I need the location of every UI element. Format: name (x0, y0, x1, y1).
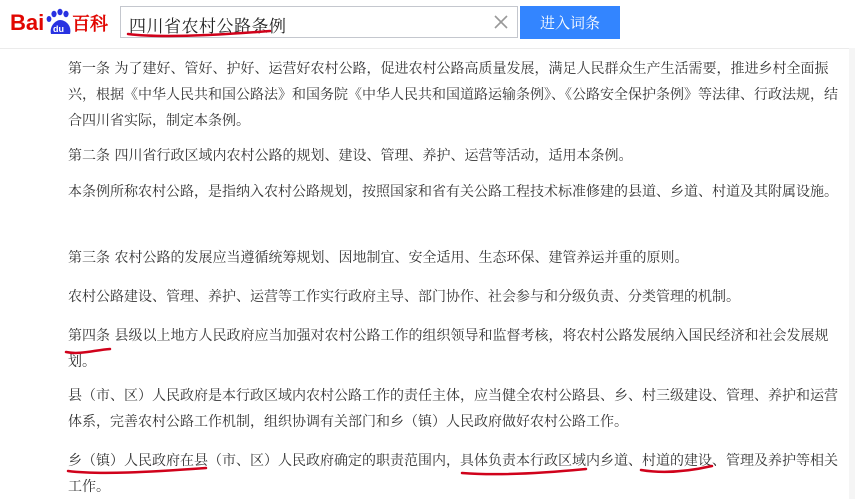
header (0, 0, 855, 49)
paragraph-article-1: 第一条 为了建好、管好、护好、运营好农村公路，促进农村公路高质量发展，满足人民群众生产生活需要，推进乡村全面振兴，根据《中华人民共和国公路法》和国务院《中华人民共和国道路运输条例》、《公路安全保护条例》等法律、行政法规，结合四川省实际，制定本条例。 (68, 61, 838, 129)
paragraph-article-4-township: 乡（镇）人民政府在县（市、区）人民政府确定的职责范围内，具体负责本行政区域内乡道、村道的建设、管理及养护等相关工作。 (68, 453, 838, 495)
paw-icon (47, 9, 71, 34)
paragraph-article-3: 第三条 农村公路的发展应当遵循统筹规划、因地制宜、安全适用、生态环保、建管养运并重的原则。 (68, 250, 689, 266)
close-icon[interactable] (493, 14, 509, 30)
search-input[interactable] (120, 6, 518, 38)
paragraph-article-2-definition: 本条例所称农村公路，是指纳入农村公路规划，按照国家和省有关公路工程技术标准修建的县道、乡道、村道及其附属设施。 (68, 184, 838, 200)
paragraph-article-4: 第四条 县级以上地方人民政府应当加强对农村公路工作的组织领导和监督考核，将农村公路发展纳入国民经济和社会发展规划。 (68, 328, 829, 370)
baidu-baike-logo[interactable] (10, 6, 110, 36)
paragraph-article-2: 第二条 四川省行政区域内农村公路的规划、建设、管理、养护、运营等活动，适用本条例。 (68, 148, 633, 164)
paragraph-article-4-county: 县（市、区）人民政府是本行政区域内农村公路工作的责任主体，应当健全农村公路县、乡、村三级建设、管理、养护和运营体系，完善农村公路工作机制，组织协调有关部门和乡（镇）人民政府做好农村公路工作。 (68, 388, 838, 430)
scrollbar[interactable] (849, 48, 855, 499)
logo-text-baike: 百科 (72, 14, 108, 35)
logo-icon (10, 6, 110, 36)
logo-text-bai: Bai (10, 10, 45, 35)
svg-text:du: du (53, 24, 64, 34)
paragraph-article-3-mechanism: 农村公路建设、管理、养护、运营等工作实行政府主导、部门协作、社会参与和分级负责、分类管理的机制。 (68, 289, 740, 305)
enter-entry-button[interactable]: 进入词条 (520, 6, 620, 39)
search-query-text[interactable]: 四川省农村公路条例 (129, 17, 287, 37)
